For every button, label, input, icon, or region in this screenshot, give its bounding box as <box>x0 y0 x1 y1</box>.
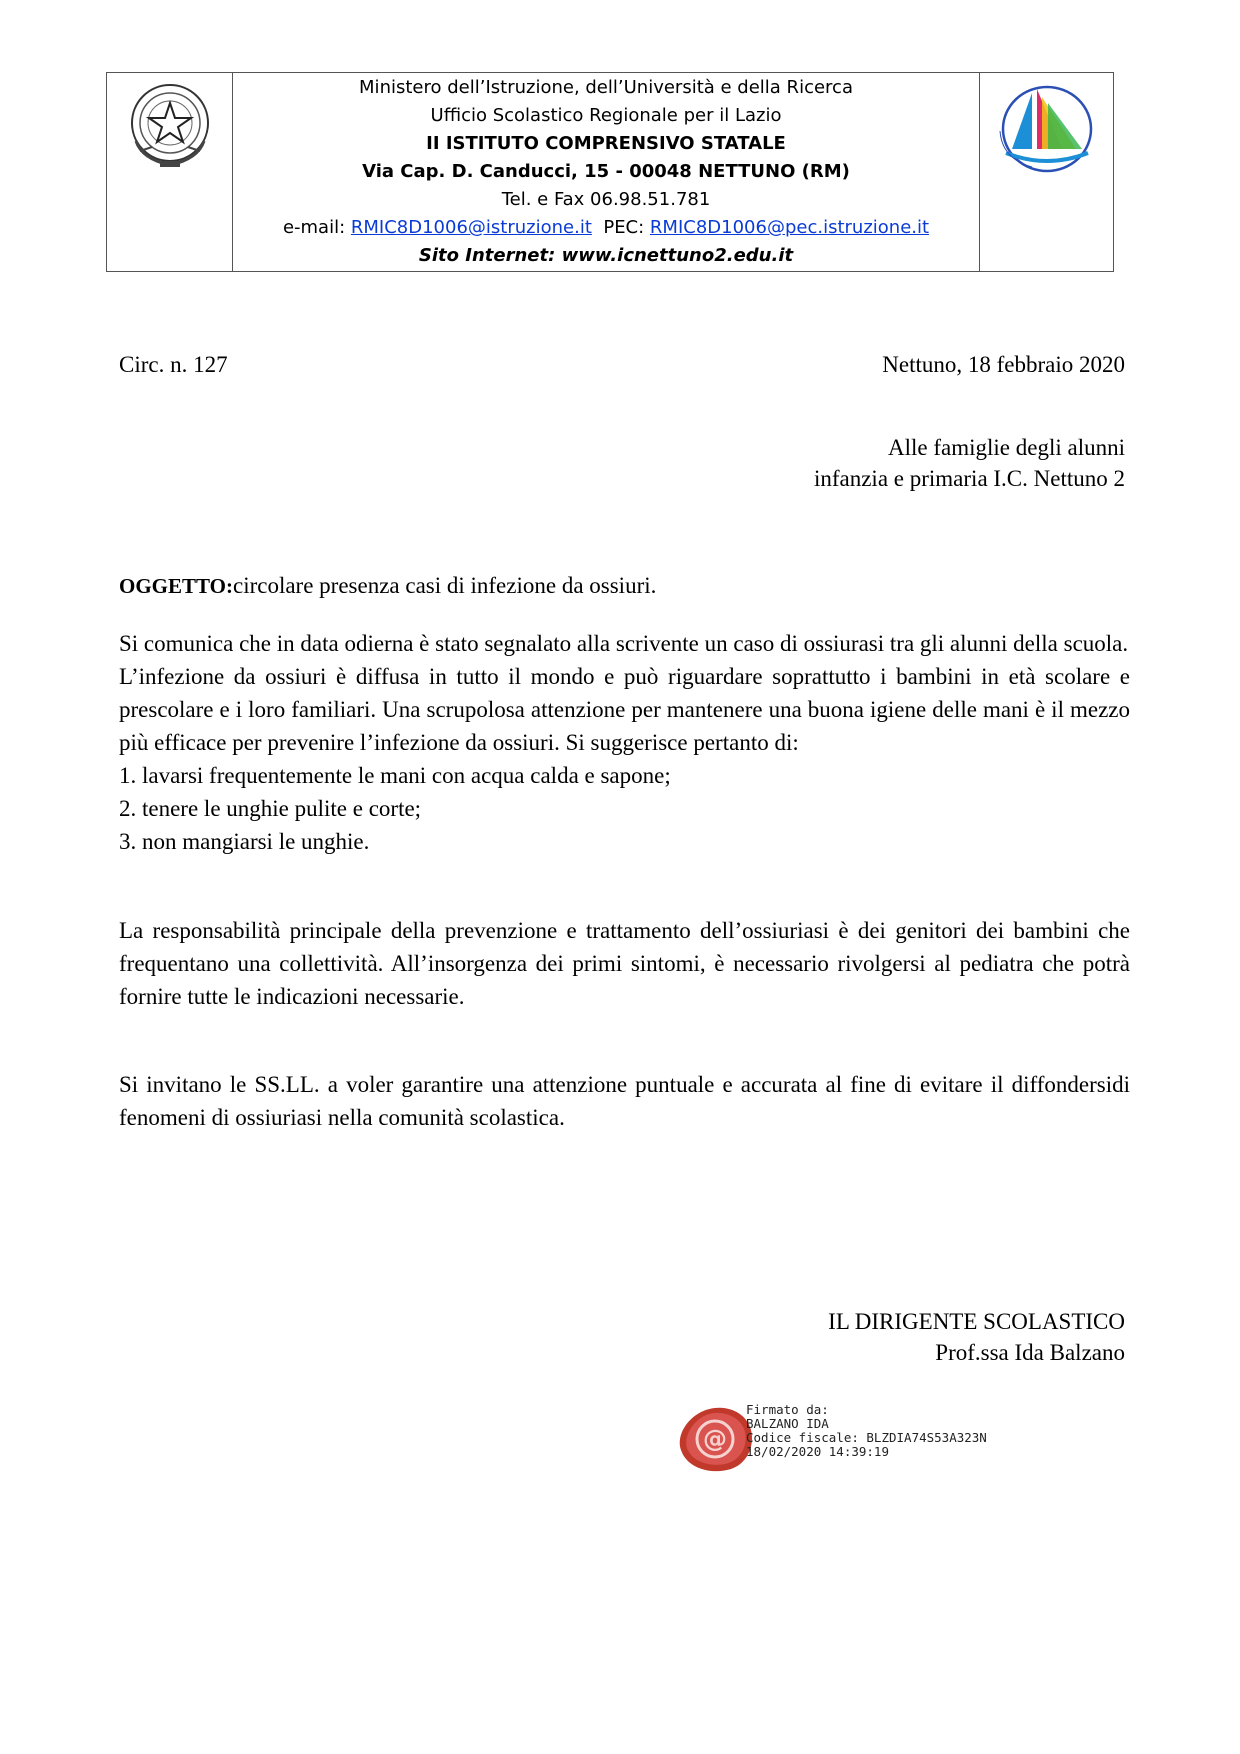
school-address: Via Cap. D. Canducci, 15 - 00048 NETTUNO (RM) <box>362 161 850 182</box>
body-block-1 <box>119 627 1130 858</box>
contact-emails <box>283 214 929 242</box>
signed-by-label: Firmato da: <box>746 1402 829 1417</box>
school-logo <box>979 73 1113 271</box>
email-link[interactable]: RMIC8D1006@istruzione.it <box>350 217 592 238</box>
signatory-name: Prof.ssa Ida Balzano <box>935 1340 1125 1365</box>
republic-emblem <box>107 73 233 271</box>
pec-link[interactable]: RMIC8D1006@pec.istruzione.it <box>649 217 930 238</box>
list-item: 2. tenere le unghie pulite e corte; <box>119 796 422 821</box>
list-item: 1. lavarsi frequentemente le mani con acqua calda e sapone; <box>119 763 671 788</box>
paragraph-2: L’infezione da ossiuri è diffusa in tutto il mondo e può riguardare soprattutto i bambini in età scolare e prescolare e i loro familiari. Una scrupolosa attenzione per mantenere una buona igiene delle mani è il mezzo più efficace per prevenire l’infezione da ossiuri. Si suggerisce pertanto di: <box>119 664 1130 755</box>
recipient-line-1: Alle famiglie degli alunni <box>888 435 1125 460</box>
email-label: e-mail: <box>282 217 351 238</box>
signature-block <box>828 1306 1125 1368</box>
school-name: II ISTITUTO COMPRENSIVO STATALE <box>426 133 786 154</box>
paragraph-1: Si comunica che in data odierna è stato segnalato alla scrivente un caso di ossiurasi tra gli alunni della scuola. <box>119 631 1129 656</box>
website: Sito Internet: www.icnettuno2.edu.it <box>418 245 794 266</box>
recipient-line-2: infanzia e primaria I.C. Nettuno 2 <box>813 466 1125 491</box>
letterhead <box>106 72 1114 272</box>
sailboat-logo-icon <box>992 79 1102 175</box>
fiscal-code: Codice fiscale: BLZDIA74S53A323N <box>746 1430 987 1445</box>
circular-number: Circ. n. 127 <box>119 352 228 377</box>
digital-seal-icon <box>675 1404 755 1474</box>
subject-label: OGGETTO: <box>119 574 233 598</box>
signature-timestamp: 18/02/2020 14:39:19 <box>746 1444 889 1459</box>
paragraph-3: La responsabilità principale della prevenzione e trattamento dell’ossiuriasi è dei genitori dei bambini che frequentano una collettività. All’insorgenza dei primi sintomi, è necessario rivolgersi al pediatra che potrà fornire tutte le indicazioni necessarie. <box>119 918 1130 1009</box>
recipients <box>814 432 1125 494</box>
signatory-title: IL DIRIGENTE SCOLASTICO <box>828 1309 1125 1334</box>
paragraph-4: Si invitano le SS.LL. a voler garantire una attenzione puntuale e accurata al fine di evitare il diffondersidi fenomeni di ossiuriasi nella comunità scolastica. <box>119 1072 1130 1130</box>
hygiene-list <box>119 759 1130 858</box>
signer-name: BALZANO IDA <box>746 1416 829 1431</box>
subject-line <box>119 573 656 599</box>
institution-info <box>233 73 979 271</box>
ministry-name: Ministero dell’Istruzione, dell’Università e della Ricerca <box>359 77 853 98</box>
star-emblem-icon <box>122 81 218 171</box>
list-item: 3. non mangiarsi le unghie. <box>119 829 370 854</box>
document-date: Nettuno, 18 febbraio 2020 <box>882 352 1125 377</box>
pec-label: PEC: <box>591 217 650 238</box>
digital-signature-info <box>746 1403 987 1459</box>
subject-text: circolare presenza casi di infezione da ossiuri. <box>232 573 657 598</box>
svg-text:@: @ <box>703 1425 727 1453</box>
regional-office: Ufficio Scolastico Regionale per il Lazio <box>430 105 782 126</box>
phone-fax: Tel. e Fax 06.98.51.781 <box>501 189 711 210</box>
